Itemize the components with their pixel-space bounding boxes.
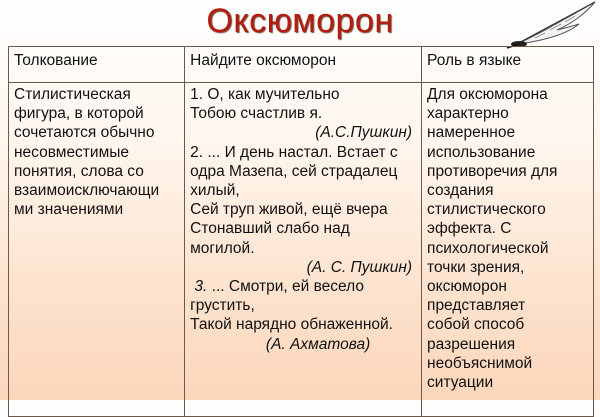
example-author: (А.С.Пушкин): [315, 124, 413, 142]
example-number: 3.: [190, 278, 212, 296]
quill-pen-icon: [505, 0, 600, 50]
example-author: (А. Ахматова): [265, 335, 371, 353]
example-line: Такой нарядно обнаженной.: [190, 316, 393, 334]
role-line: собой способ: [427, 316, 525, 334]
example-line: 2. ... И день настал. Встает с: [190, 143, 398, 161]
role-line: психологической: [427, 239, 549, 257]
role-line: противоречия для: [427, 162, 558, 180]
example-line: Стонавший слабо над: [190, 220, 350, 238]
example-line: хилый,: [190, 182, 240, 200]
definition-line: ми значениями: [14, 201, 124, 219]
role-line: характерно: [427, 105, 509, 123]
role-line: стилистического: [427, 201, 546, 219]
role-line: намеренное: [427, 124, 516, 142]
example-line: могилой.: [190, 239, 255, 257]
definition-line: сочетаются обычно: [14, 124, 155, 142]
role-line: необъяснимой: [427, 354, 533, 372]
role-cell: [422, 83, 594, 417]
table-header-row: [9, 47, 594, 83]
table-row: [9, 83, 594, 417]
example-line: 1. О, как мучительно: [190, 86, 340, 103]
slide-title: Оксюморон: [206, 2, 394, 40]
example-text: ... Смотри, ей весело: [211, 278, 364, 296]
examples-cell: [185, 83, 422, 417]
role-line: разрешения: [427, 335, 516, 353]
example-line: одра Мазепа, сей страдалец: [190, 162, 398, 180]
definition-line: несовместимые: [14, 143, 129, 161]
role-line: эффекта. С: [427, 220, 512, 238]
example-line: [190, 277, 416, 296]
definition-line: фигура, в которой: [14, 105, 144, 123]
role-line: оксюморон: [427, 278, 507, 296]
example-author: (А. С. Пушкин): [306, 258, 413, 276]
role-line: создания: [427, 182, 494, 200]
header-role-in-language: Роль в языке: [422, 47, 594, 83]
definition-line: взаимоисключающи: [14, 182, 160, 200]
role-line: ситуации: [427, 374, 494, 392]
role-line: представляет: [427, 297, 526, 315]
example-line: Сей труп живой, ещё вчера: [190, 201, 388, 219]
definition-line: Стилистическая: [14, 86, 131, 103]
definition-cell: [9, 83, 185, 417]
role-line: использование: [427, 143, 536, 161]
example-line: Тобою счастлив я.: [190, 105, 323, 123]
header-definition: Толкование: [9, 47, 185, 83]
header-find-oxymoron: Найдите оксюморон: [185, 47, 422, 83]
oxymoron-table: [8, 46, 594, 417]
role-line: Для оксюморона: [427, 86, 548, 103]
example-line: грустить,: [190, 297, 255, 315]
role-line: точки зрения,: [427, 258, 525, 276]
definition-line: понятия, слова со: [14, 162, 144, 180]
